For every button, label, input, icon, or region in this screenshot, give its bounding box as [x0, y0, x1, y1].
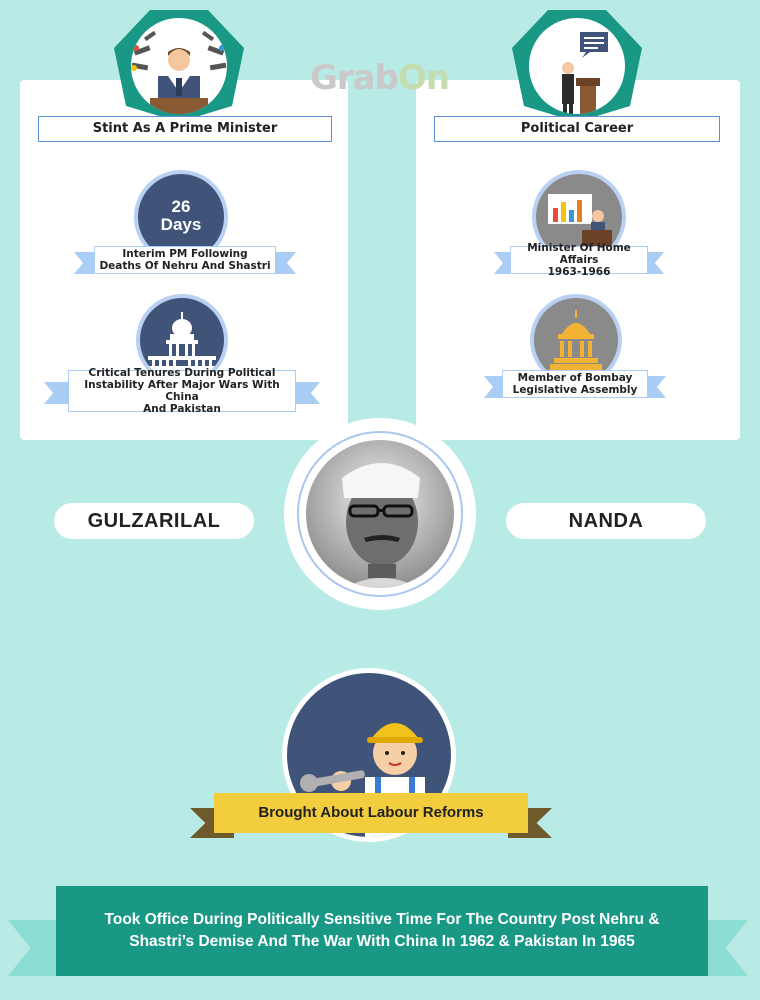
critical-tenures-line2: Instability After Major Wars With China [84, 379, 280, 403]
days-number: 26 [171, 197, 191, 216]
critical-tenures-line3: And Pakistan [143, 403, 221, 415]
home-affairs-line2: 1963-1966 [547, 266, 611, 278]
speaker-at-podium-icon [112, 8, 246, 124]
card-title-prime-minister: Stint As A Prime Minister [38, 116, 332, 142]
critical-tenures-line1: Critical Tenures During Political [88, 367, 276, 379]
labour-reforms-label: Brought About Labour Reforms [214, 793, 528, 833]
home-affairs-line1: Minister Of Home Affairs [527, 242, 631, 266]
home-affairs-ribbon [494, 242, 664, 278]
interim-pm-line2: Deaths Of Nehru And Shastri [99, 260, 271, 272]
summary-line1: Took Office During Politically Sensitive Time For The Country Post Nehru & [104, 911, 660, 928]
last-name-pill: NANDA [506, 503, 706, 539]
days-unit: Days [160, 215, 202, 234]
summary-line2: Shastri’s Demise And The War With China In 1962 & Pakistan In 1965 [129, 933, 635, 950]
lectern-speech-icon [510, 8, 644, 124]
labour-reforms-ribbon [190, 788, 552, 844]
summary-banner [0, 878, 760, 990]
critical-tenures-ribbon [44, 367, 320, 416]
card-title-political-career: Political Career [434, 116, 720, 142]
grabon-watermark [310, 58, 449, 98]
bombay-assembly-line2: Legislative Assembly [512, 384, 638, 396]
bombay-assembly-ribbon [484, 370, 666, 402]
interim-pm-ribbon [74, 246, 296, 278]
interim-pm-line1: Interim PM Following [122, 248, 248, 260]
watermark-grab: Grab [310, 58, 398, 98]
summary-text [56, 886, 708, 976]
first-name-pill: GULZARILAL [54, 503, 254, 539]
watermark-on: On [397, 58, 450, 98]
bombay-assembly-line1: Member of Bombay [517, 372, 633, 384]
portrait-photo [268, 418, 492, 610]
